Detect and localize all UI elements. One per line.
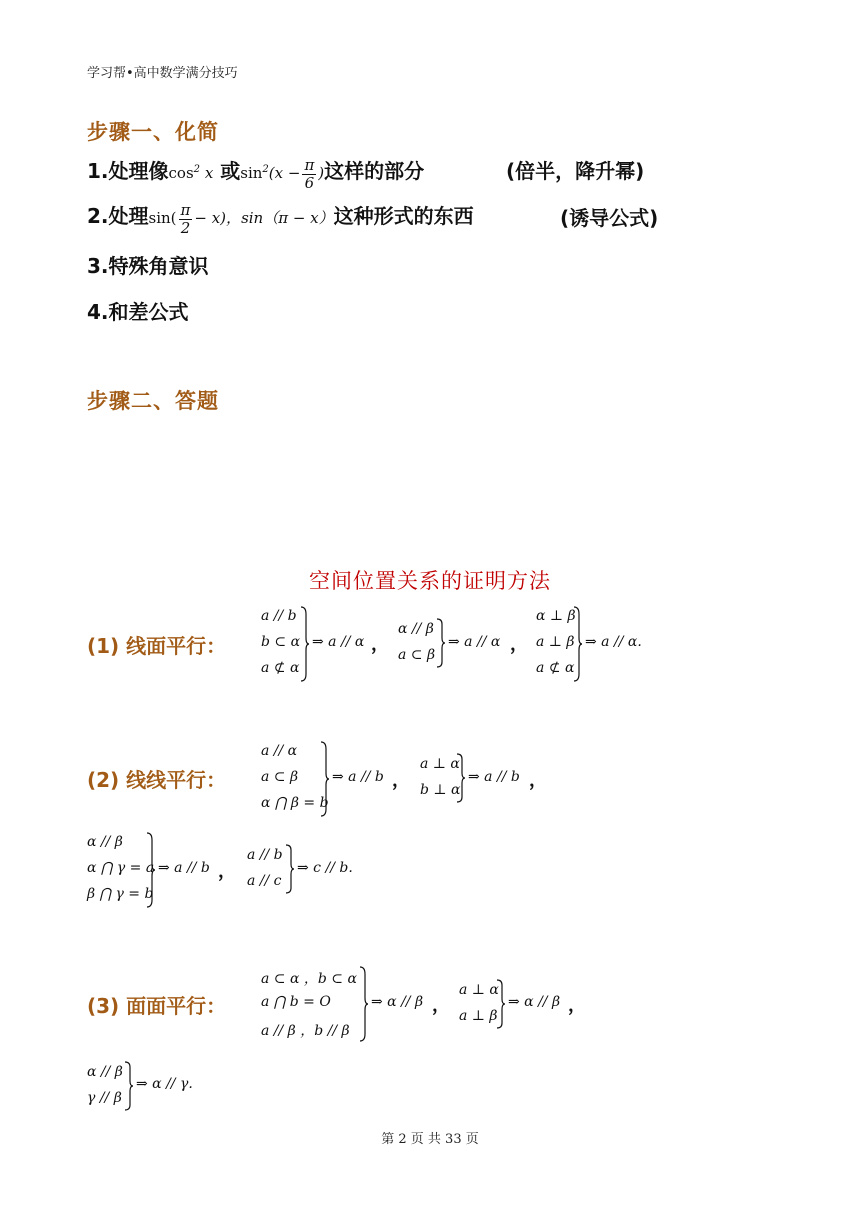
step1-item-1	[87, 155, 424, 192]
item1-or: 或	[220, 159, 241, 183]
p2-result-1: ⇒ a // b	[332, 769, 384, 785]
item2-suffix: 这种形式的东西	[333, 204, 474, 228]
p2-result-3: ⇒ a // b	[158, 860, 210, 876]
brace	[320, 741, 330, 817]
p1-label: (1) 线面平行：	[87, 634, 227, 658]
item2-note: (诱导公式)	[560, 206, 659, 230]
brace	[496, 979, 506, 1029]
p2-result-4: ⇒ c // b.	[297, 860, 353, 876]
item1-suffix: 这样的部分	[324, 159, 425, 183]
p1-result-1: ⇒ a // α	[312, 634, 365, 650]
p1-result-2: ⇒ a // α	[448, 634, 501, 650]
item2-math1: sin( $\frac{\pi}{2}$ − x)	[148, 200, 227, 237]
brace	[456, 753, 466, 803]
step1-item-3: 3.特殊角意识	[87, 254, 209, 278]
separator: ，	[529, 770, 547, 791]
separator: ，	[568, 995, 586, 1016]
brace	[285, 844, 295, 894]
item1-math1: $\cos^2 x$	[168, 164, 214, 182]
item1-prefix: 1.处理像	[87, 159, 169, 183]
page-footer: 第 2 页 共 33 页	[381, 1132, 479, 1147]
brace	[436, 618, 446, 668]
p3-result-2: ⇒ α // β	[508, 994, 561, 1010]
p3-result-1: ⇒ α // β	[371, 994, 424, 1010]
separator: ，	[432, 995, 450, 1016]
item2-math2: sin（π − x）	[241, 209, 334, 227]
item1-note: (倍半，降升幂)	[506, 159, 645, 183]
brace	[146, 832, 156, 908]
page-header: 学习帮•高中数学满分技巧	[87, 66, 238, 81]
brace	[573, 606, 583, 682]
p1-result-3: ⇒ a // α.	[585, 634, 642, 650]
step1-item-2: 2.处理sin( $\frac{\pi}{2}$ − x)，sin（π − x）这种形式的东西	[87, 200, 474, 237]
section-title: 空间位置关系的证明方法	[309, 569, 551, 593]
step1-title: 步骤一、化简	[87, 120, 219, 144]
p2-label: (2) 线线平行：	[87, 768, 227, 792]
separator: ，	[510, 634, 528, 655]
p2-result-2: ⇒ a // b	[468, 769, 520, 785]
brace	[124, 1061, 134, 1111]
p3-label: (3) 面面平行：	[87, 994, 227, 1018]
p3-result-3: ⇒ α // γ.	[136, 1076, 193, 1092]
separator: ，	[392, 770, 410, 791]
item2-prefix: 2.处理	[87, 204, 149, 228]
separator: ，	[218, 861, 236, 882]
item1-math2: $\sin^2(x$ − $\frac{\pi}{6}$ )	[240, 155, 325, 192]
step2-title: 步骤二、答题	[87, 389, 219, 413]
brace	[359, 966, 369, 1042]
separator: ，	[371, 634, 389, 655]
brace	[300, 606, 310, 682]
step1-item-4: 4.和差公式	[87, 300, 189, 324]
